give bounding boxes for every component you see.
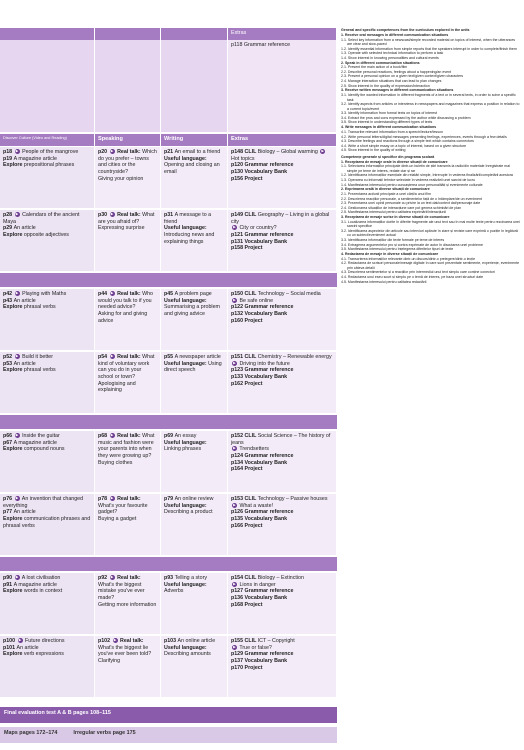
cell-text: Real talk: [115,496,141,502]
competence-item: 3.3. Identificarea informațiilor din texte formale pe teme de interes [341,238,445,243]
cell-text: Explore [3,588,24,595]
cell-text: p29 [3,225,14,232]
cell-text: p69 [164,433,175,439]
speaking-cell [95,210,161,272]
cell-text: What's the biggest mistake you've ever made? [98,581,145,602]
cell-text: p152 [231,433,245,439]
play-circle-icon[interactable]: ▶ [110,496,114,501]
unit-row [0,289,337,351]
unit-row [0,352,337,414]
cell-text: An essay [174,433,197,439]
play-circle-icon[interactable]: ▶ [110,212,114,217]
competence-item: 4.2. Redactarea de scrisori personale/mesaje digitale în care sunt prezentate sentimente, experiențe, evenimente prin câteva detalii [341,261,520,270]
play-circle-icon[interactable]: ▶ [110,291,114,296]
writing-cell [161,210,228,272]
cell-text: p150 [231,291,245,297]
cell-text: p101 [3,644,17,651]
play-circle-icon[interactable]: ▶ [233,581,236,586]
cell-text: An article [13,297,36,304]
play-circle-icon[interactable]: ▶ [110,433,114,438]
play-circle-icon[interactable]: ▶ [113,638,117,643]
cell-text: True or false? [238,644,272,651]
cell-text: p92 [98,575,109,581]
cell-text: p67 [3,439,14,446]
cell-text: p102 [98,638,112,644]
cell-text: p91 [3,581,14,588]
cell-text: p170 Project [231,664,263,671]
cell-text: p149 [231,212,245,218]
competence-item: 3.1. Identify the wanted information in different fragments of a text or in several texts, in order to solve a specific task [341,93,516,102]
cell-text: p52 [3,354,14,360]
competence-item: 2.4. Manage interaction situations that can lead to plan changes [341,78,442,83]
cell-text: An article [13,509,36,516]
cell-text: p154 [231,575,245,581]
competence-item: 3.2. Identificarea aspectelor din articole sau interviuri apărute în ziare și reviste care exprimă o poziție în legătură cu un subiect/eveniment actual [341,228,518,238]
cell-text: p127 Grammar reference [231,588,294,595]
cell-text: Asking for and giving advice [98,311,148,324]
cell-text: A problem page [174,291,212,297]
competence-item: 3.4. Extragerea argumentelor pro și contra exprimate de autor în discutarea unei probleme [341,242,483,247]
speaking-cell [95,352,161,414]
cell-text: People of the mangrove [20,149,79,155]
play-circle-icon[interactable]: ▶ [233,644,236,649]
cell-text: p131 Vocabulary Bank [231,238,288,245]
competence-item: 3.3. Identify information from formal texts on topics of interest [341,111,438,116]
cell-text: p133 Vocabulary Bank [231,374,288,381]
competence-item: 3.5. Show interest in understanding different types of texts [341,120,433,125]
extras-cell [228,431,337,493]
cell-text: communication phrases and phrasal verbs [3,516,91,529]
header-speaking: Speaking [95,134,161,146]
cell-text: p132 Vocabulary Bank [231,311,288,318]
cell-text: A magazine article [13,581,57,588]
cell-text: Playing with Maths [20,291,67,297]
cell-text: CLIL [244,291,258,297]
cell-text: Buying clothes [98,459,133,466]
cell-text: p160 Project [231,317,263,324]
unit-row [0,210,337,272]
cell-text: p77 [3,509,14,516]
competence-item: 1.3. Operate with selected technical information to perform a task [341,51,444,56]
writing-cell [161,289,228,351]
play-circle-icon[interactable]: ▶ [321,149,325,154]
cell-text: Social Science – The history of jeans [231,433,331,446]
cell-text: Build it better [20,354,53,360]
play-circle-icon[interactable]: ▶ [233,446,236,451]
discover-cell [0,352,95,414]
discover-cell [0,494,95,556]
cell-text: p31 [164,212,175,218]
cell-text: Real talk: [115,354,143,360]
cell-text: Who would you talk to if you needed advice? [98,291,154,311]
cell-text: Introducing news and explaining things [164,232,215,245]
cell-text: City or country? [238,225,277,232]
cell-text: p76 [3,496,14,502]
discover-cell [0,210,95,272]
cell-text: Useful language: [164,297,207,304]
extras-cell [228,289,337,351]
cell-text: Technology – Passive houses [257,496,328,502]
competence-item: 2.1. Present the main action of a book/film [341,65,408,70]
cell-text: prepositional phrases [23,162,75,169]
play-circle-icon[interactable]: ▶ [233,360,236,365]
competence-heading: 2. Speak in different communication situations [341,60,420,65]
column-header-row [0,134,337,146]
cell-text: Giving your opinion [98,175,144,182]
cell-text: Inside the guitar [20,433,60,439]
cell-text: What's the biggest lie you've ever been told? [98,644,152,658]
top-extras-row [0,40,337,132]
cell-text: p21 [164,149,175,155]
cell-text: Driving into the future [238,360,290,367]
cell-text: Useful language: [164,581,207,588]
competence-heading: 3. Receive written messages in different communication situations [341,88,454,93]
discover-cell [0,289,95,351]
writing-cell [161,494,228,556]
cell-text: Describing a product [164,509,213,516]
play-circle-icon[interactable]: ▶ [233,297,236,302]
competence-item: 2.3. Present a personal opinion on a given text/given context/given characters [341,74,464,79]
play-circle-icon[interactable]: ▶ [233,225,236,230]
competence-item: 2.4. Gestionarea situațiilor de interacțiune care pot genera schimbări de plan [341,205,462,210]
cell-text: p45 [164,291,175,297]
cell-text: p20 [98,149,109,155]
cell-text: Useful language: [164,439,207,446]
cell-text: phrasal verbs [23,367,56,374]
play-circle-icon[interactable]: ▶ [233,502,236,507]
cell-text: Which do you prefer – towns and cities or the countryside? [98,149,157,176]
unit-row [0,573,337,635]
cell-text: p44 [98,291,109,297]
header-writing: Writing [161,134,228,146]
cell-text: What are you afraid of? [98,212,155,225]
cell-text: compound nouns [23,446,65,453]
writing-cell [161,573,228,635]
cell-text: p148 [231,149,245,155]
cell-text: p123 Grammar reference [231,367,294,374]
cell-text: Real talk: [115,149,143,155]
cell-text: p124 Grammar reference [231,453,294,460]
header-discover: Discover Culture (Video and Reading) [0,134,95,146]
header-extras: Extras [228,134,337,146]
cell-text: Geography – Living in a global city [231,212,330,225]
speaking-cell [95,494,161,556]
cell-text: Apologising and explaining [98,380,136,394]
play-circle-icon[interactable]: ▶ [15,354,19,359]
extras-cell [228,147,337,209]
cell-text: Explore [3,162,24,169]
cell-text: p100 [3,638,17,644]
competence-item: 1.1. Select key information from a newscast/simple recorded material on topics of interest, when the utterances are clear and slow-paced [341,37,516,47]
extras-cell [228,494,337,556]
cell-text: A message to a friend [164,212,212,225]
cell-text: p168 Project [231,601,263,608]
unit-row [0,431,337,493]
competence-item: 4.1. Transcrierea informațiilor relevante dintr-un discurs/dintr-o prelegere/dintr-o lecție [341,256,476,261]
cell-text: p136 Vocabulary Bank [231,595,288,602]
cell-text: A lost civilisation [20,575,61,581]
cell-text: p66 [3,433,14,439]
cell-text: CLIL [244,212,258,218]
cell-text: Explore [3,516,24,523]
cell-text: p156 Project [231,175,263,182]
cell-text: p130 Vocabulary Bank [231,169,288,176]
competence-item: 3.2. Identify aspects from articles or interviews in newspapers and magazines that express a position in relation to a current topic/event [341,102,520,111]
competence-item: 2.3. Prezentarea unei opinii personale cu privire la un text dat/context dat/personaje date [341,201,481,206]
cell-text: An online article [177,638,216,644]
cell-text: CLIL [244,575,258,581]
extras-cell [228,636,337,698]
cell-text: p55 [164,354,175,360]
cell-text: What music and fashion were your parents into when they were growing up? [98,433,155,460]
cell-text: p30 [98,212,109,218]
cell-text: p166 Project [231,522,263,529]
cell-text: p79 [164,496,175,502]
cell-text: Real talk: [115,575,141,581]
panel-title: General and specific competences from the curriculum explored in the units [341,28,470,32]
play-circle-icon[interactable]: ▶ [15,212,19,217]
cell-text: Lions in danger [238,581,276,588]
competence-heading: 4. Write messages in different communication situations [341,125,437,130]
writing-cell [161,352,228,414]
discover-cell [0,573,95,635]
cell-text: CLIL [244,496,258,502]
unit-row [0,636,337,698]
cell-text: An email to a friend [174,149,221,155]
cell-text: Useful language: [164,644,207,651]
competence-item: 2.5. Show interest in the quality of expression/interaction [341,83,430,88]
cell-text: opposite adjectives [23,232,69,239]
play-circle-icon[interactable]: ▶ [15,149,19,154]
final-evaluation-bar: Final evaluation test A & B pages 108–115 [0,707,337,723]
cell-text: p122 Grammar reference [231,304,294,311]
cell-text: Summarising a problem and giving advice [164,304,220,318]
cell-text: Calendars of the ancient Maya [3,212,80,225]
competence-item: 4.2. Write personal letters/digital messages presenting feelings, experiences, events through a few details [341,134,507,139]
writing-cell [161,431,228,493]
cell-text: p162 Project [231,380,263,387]
extras-cell [228,352,337,414]
cell-text: Adverbs [164,588,184,595]
panel-title: Competențe generale și specifice din programa școlară [341,154,435,159]
cell-text: p78 [98,496,109,502]
competences-panel [341,28,521,284]
cell-text: CLIL [244,354,258,360]
cell-text: words in context [23,588,63,595]
competence-item: 1.2. Identify essential information from simple reports that the speakers interrupt in order to complete/finish them [341,46,517,51]
writing-cell [161,636,228,698]
cell-text: p120 Grammar reference [231,162,294,169]
cell-text: p90 [3,575,14,581]
cell-text: What kind of voluntary work can you do in your school or town? [98,354,155,381]
competence-heading: 1. Receptarea de mesaje orale în diverse situații de comunicare [341,159,448,164]
cell-text: p53 [3,360,14,367]
cell-text: Technology – Social media [257,291,321,297]
irregular-verbs-pages: Irregular verbs page 175 [73,730,136,736]
cell-text: CLIL [244,149,258,155]
unit-separator [0,273,337,287]
speaking-cell [95,636,161,698]
cell-text: Linking phrases [164,446,202,453]
cell-text: p18 [3,149,14,155]
cell-text: What a waste! [238,502,274,509]
cell-text: p158 Project [231,245,263,252]
discover-cell [0,636,95,698]
cell-text: Explore [3,446,24,453]
cell-text: Biology – Extinction [257,575,304,581]
discover-cell [0,431,95,493]
competence-item: 4.5. Manifestarea interesului pentru calitatea redactării [341,279,427,284]
cell-text: Useful language: [164,502,207,509]
cell-text: Buying a gadget [98,516,137,523]
maps-bar [0,727,337,743]
play-circle-icon[interactable]: ▶ [18,638,22,643]
cell-text: Explore [3,304,24,311]
competence-item: 1.3. Operarea cu informații tehnice selectate în vederea realizării unei sarcini de lucru [341,177,476,182]
cell-text: A magazine article [13,155,57,162]
cell-text: Explore [3,232,24,239]
cell-text: p54 [98,354,109,360]
top-extras-header: Extras [228,28,337,40]
competence-item: 4.4. Write a short simple essay on a topic of interest, based on a given structure [341,143,467,148]
cell-text: p135 Vocabulary Bank [231,516,288,523]
cell-text: Be safe online [238,297,274,304]
competence-heading: 4. Redactarea de mesaje în diverse situații de comunicare [341,252,439,257]
top-extras-header-row [0,28,337,40]
cell-text: Telling a story [174,575,207,581]
cell-text: p68 [98,433,109,439]
cell-text: CLIL [244,638,258,644]
cell-text: phrasal verbs [23,304,56,311]
play-circle-icon[interactable]: ▶ [110,149,114,154]
cell-text: Useful language: [164,155,207,162]
cell-text: Real talk: [115,433,143,439]
cell-text: p42 [3,291,14,297]
cell-text: Describing amounts [164,651,211,658]
competence-item: 2.2. Describe personal reactions, feelings about a happening/an event [341,69,452,74]
competence-heading: 2. Exprimarea orală în diverse situații de comunicare [341,187,430,192]
cell-text: ICT – Copyright [257,638,295,644]
cell-text: Chemistry – Renewable energy [257,354,332,360]
cell-text: Explore [3,651,24,658]
cell-text: An article [16,644,39,651]
competence-item: 1.4. Show interest in knowing personalities and cultural events [341,55,439,60]
cell-text: Explore [3,367,24,374]
play-circle-icon[interactable]: ▶ [15,291,19,296]
cell-text: Future directions [23,638,65,644]
cell-text: Clarifying [98,658,121,665]
unit-separator [0,557,337,571]
cell-text: Useful language: [164,225,207,232]
cell-text: What's your favourite gadget? [98,502,148,516]
competence-item: 2.2. Descrierea reacțiilor personale, a sentimentelor față de o întâmplare/de un eveniment [341,196,482,201]
cell-text: p103 [164,638,178,644]
cell-text: p151 [231,354,245,360]
cell-text: Using direct speech [164,360,222,374]
cell-text: Real talk: [115,291,143,297]
discover-cell [0,147,95,209]
cell-text: Useful language: [164,360,209,367]
writing-cell [161,147,228,209]
cell-text: Biology – Global warming [257,149,320,155]
maps-pages: Maps pages 172–174 [4,730,58,736]
competence-item: 1.2. Identificarea informațiilor esențiale din relatări simple, întrerupte în vederea finalizării/completării acestora [341,173,513,178]
play-circle-icon[interactable]: ▶ [15,496,19,501]
cell-text: verb expressions [23,651,64,658]
cell-text: CLIL [244,433,258,439]
play-circle-icon[interactable]: ▶ [15,575,19,580]
cell-text: p134 Vocabulary Bank [231,459,288,466]
competence-item: 3.5. Manifestarea interesului pentru înțelegerea diferitelor tipuri de texte [341,247,454,252]
cell-text: Hot topics [231,155,255,162]
cell-text: p19 [3,155,14,162]
cell-text: p137 Vocabulary Bank [231,658,288,665]
cell-text: p43 [3,297,14,304]
unit-row [0,494,337,556]
cell-text: Real talk: [118,638,144,644]
unit-separator [0,415,337,429]
cell-text: Real talk: [115,212,143,218]
cell-text: Trendsetters [238,446,269,453]
competence-item: 4.3. Describe feelings and reactions through a simple text which contains connectors [341,139,474,144]
speaking-cell [95,573,161,635]
cell-text: p129 Grammar reference [231,651,294,658]
competence-item: 4.1. Transcribe relevant information from a speech/lecture/lesson [341,129,443,134]
speaking-cell [95,431,161,493]
cell-text: Getting more information [98,601,157,608]
competence-item: 3.1. Localizarea informațiilor dorite în diferite fragmente ale unui text sau în mai multe texte pentru rezolvarea unei sarcini specifice [341,219,520,229]
speaking-cell [95,147,161,209]
play-circle-icon[interactable]: ▶ [110,354,114,359]
cell-text: p93 [164,575,175,581]
competence-item: 1.1. Selectarea informațiilor principale dintr-un buletin de știri transmis la radio/din materiale înregistrate mai simple pe teme de interes, redate clar și rar [341,164,510,173]
play-circle-icon[interactable]: ▶ [110,575,114,580]
cell-text: An invention that changed everything [3,496,84,509]
cell-text: A magazine article [13,439,57,446]
cell-text: Expressing surprise [98,225,145,232]
competence-item: 4.5. Show interest in the quality of writing [341,148,406,153]
cell-text: p121 Grammar reference [231,232,294,239]
competence-item: 2.5. Manifestarea interesului pentru calitatea exprimării/interacțiunii [341,210,447,215]
speaking-cell [95,289,161,351]
cell-text: An online review [174,496,214,502]
cell-text: A newspaper article [174,354,221,360]
top-extras-cell: p118 Grammar reference [228,40,337,132]
play-circle-icon[interactable]: ▶ [15,433,19,438]
cell-text: p164 Project [231,466,263,473]
extras-cell [228,573,337,635]
competence-item: 3.4. Extract the pros and cons expressed by the author while discussing a problem [341,115,471,120]
extras-cell [228,210,337,272]
competence-item: 4.4. Redactarea unui eseu scurt și simplu pe o temă de interes, pe baza unei structuri date [341,274,484,279]
competence-item: 4.3. Descrierea sentimentelor și a reacțiilor prin intermediul unui text simplu care conține conectori [341,270,495,275]
cell-text: An article [13,360,36,367]
cell-text: Opening and closing an email [164,162,220,176]
cell-text: p126 Grammar reference [231,509,294,516]
competence-heading: 3. Receptarea de mesaje scrise în diverse situații de comunicare [341,215,450,220]
competence-heading: 1. Receive oral messages in different communication situations [341,32,449,37]
competence-item: 2.1. Prezentarea acțiunii principale a unei cărți/a unui film [341,192,431,197]
cell-text: An article [13,225,36,232]
cell-text: p28 [3,212,14,218]
cell-text: p155 [231,638,245,644]
competence-item: 1.4. Manifestarea interesului pentru cunoașterea unor personalități și evenimente culturale [341,182,483,187]
unit-row [0,147,337,209]
cell-text: p153 [231,496,245,502]
